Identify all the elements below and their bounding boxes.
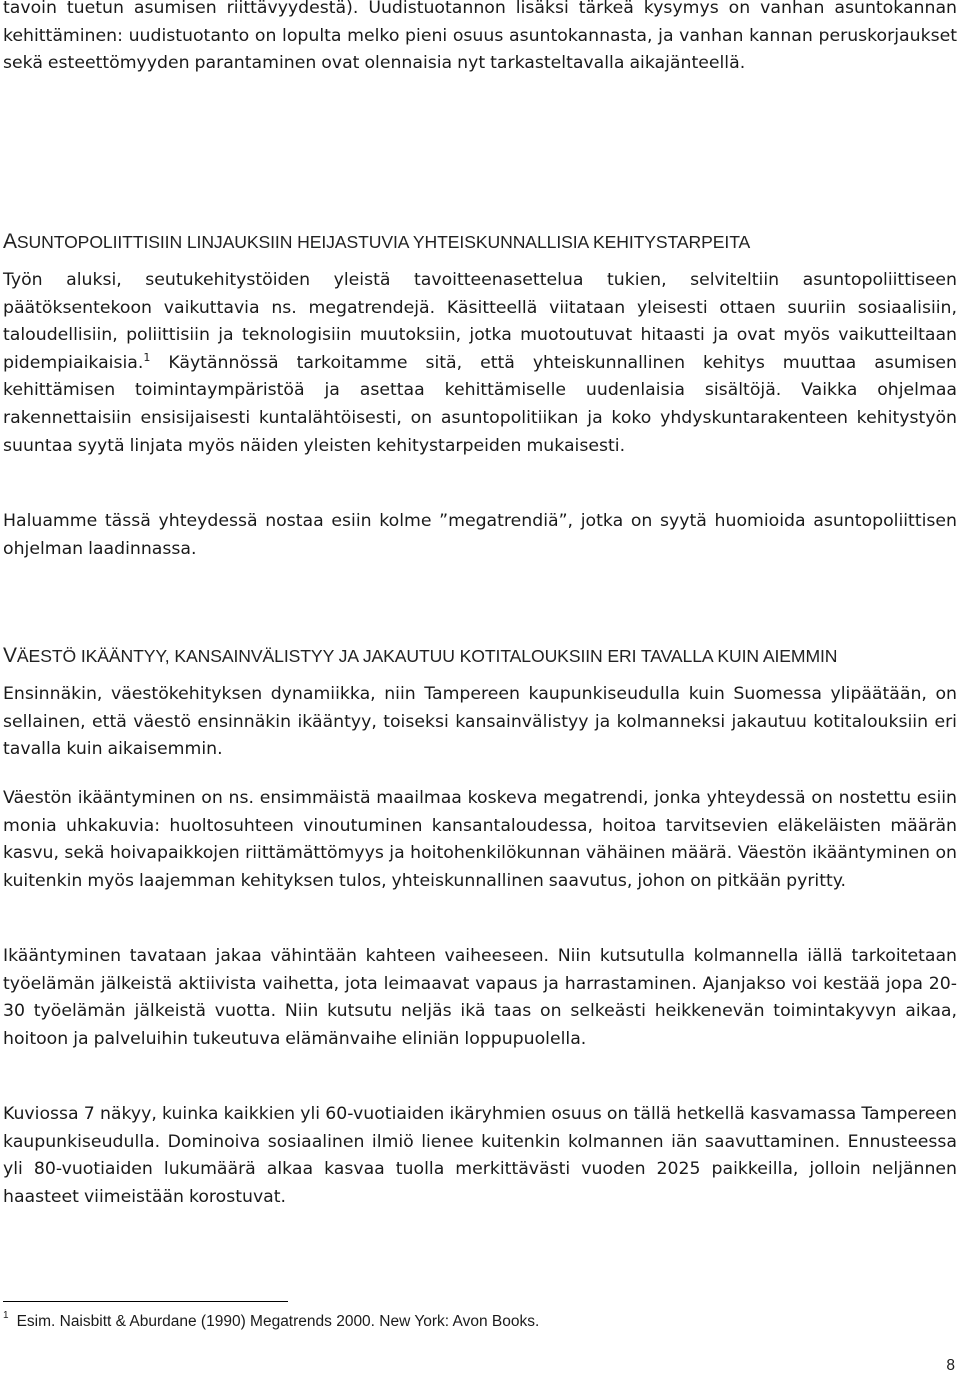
footnote-separator <box>3 1301 288 1302</box>
paragraph-text: Työn aluksi, seutukehitystöiden yleistä tavoitteenasettelua tukien, selviteltiin asuntopoliittiseen päätöksentekoon vaikuttavia ns. megatrendejä. Käsitteellä viitataan yleisesti ottaen suuriin sosiaalisiin, taloudellisiin, poliittisiin ja teknologisiin muutoksiin, jotka muotoutuvat hitaasti ja ovat myös vaikutteiltaan pidempiaikaisia. <box>3 270 957 373</box>
footnote-reference: 1 <box>143 350 151 364</box>
megatrends-paragraph-1 <box>3 267 957 460</box>
intro-paragraph: tavoin tuetun asumisen riittävyydestä). Uudistuotannon lisäksi tärkeä kysymys on vanhan asuntokannan kehittäminen: uudistuotanto on lopulta melko pieni osuus asuntokannasta, ja vanhan kannan peruskorjaukset sekä esteettömyyden parantaminen ovat olennaisia nyt tarkasteltavalla aikajänteellä. <box>3 0 957 74</box>
page-number: 8 <box>946 1357 955 1374</box>
megatrends-paragraph-2: Haluamme tässä yhteydessä nostaa esiin kolme ”megatrendiä”, jotka on syytä huomioida asuntopoliittisen ohjelman laadinnassa. <box>3 511 957 559</box>
heading-text: SUNTOPOLIITTISIIN LINJAUKSIIN HEIJASTUVIA YHTEISKUNNALLISIA KEHITYSTARPEITA <box>16 232 751 252</box>
population-paragraph-1: Ensinnäkin, väestökehityksen dynamiikka, niin Tampereen kaupunkiseudulla kuin Suomessa ylipäätään, on sellainen, että väestö ensinnäkin ikääntyy, toiseksi kansainvälistyy ja kolmanneksi jakautuu kotitalouksiin eri tavalla kuin aikaisemmin. <box>3 684 957 760</box>
heading-initial: A <box>3 230 17 253</box>
population-paragraph-4: Kuviossa 7 näkyy, kuinka kaikkien yli 60-vuotiaiden ikäryhmien osuus on tällä hetkellä kasvamassa Tampereen kaupunkiseudulla. Dominoiva sosiaalinen ilmiö lienee kuitenkin kolmannen iän saavuttaminen. Ennusteessa yli 80-vuotiaiden lukumäärä alkaa kasvaa tuolla merkittävästi vuoden 2025 paikkeilla, jolloin neljännen haasteet viimeistään korostuvat. <box>3 1104 957 1207</box>
heading-text: ÄESTÖ IKÄÄNTYY, KANSAINVÄLISTYY JA JAKAUTUU KOTITALOUKSIIN ERI TAVALLA KUIN AIEMMIN <box>16 646 838 666</box>
paragraph-text: Käytännössä tarkoitamme sitä, että yhteiskunnallinen kehitys muuttaa asumisen kehittämisen toimintaympäristöä ja asettaa kehittämiselle uudenlaisia sisältöjä. Vaikka ohjelmaa rakennettaisiin ensisijaisesti kuntalähtöisesti, on asuntopolitiikan ja koko yhdyskuntarakenteen kehitystyön suuntaa syytä linjata myös näiden yleisten kehitystarpeiden mukaisesti. <box>3 352 957 456</box>
footnote <box>3 1310 539 1334</box>
heading-initial: V <box>3 644 17 667</box>
population-paragraph-3: Ikääntyminen tavataan jakaa vähintään kahteen vaiheeseen. Niin kutsutulla kolmannella iällä tarkoitetaan työelämän jälkeistä aktiivista vaihetta, jota leimaavat vapaus ja harrastaminen. Ajanjakso voi kestää jopa 20-30 työelämän jälkeistä vuotta. Niin kutsutu neljäs ikä taas on selkeästi heikkenevän toimintakyvyn aikaa, hoitoon ja palveluihin tukeutuva elämänvaihe eliniän loppupuolella. <box>3 946 957 1049</box>
population-paragraph-2: Väestön ikääntyminen on ns. ensimmäistä maailmaa koskeva megatrendi, jonka yhteydessä on nostettu esiin monia uhkakuvia: huoltosuhteen vinoutuminen kansantaloudessa, hoitoa tarvitsevien eläkeläisten määrän kasvu, sekä hoivapaikkojen riittämättömyys ja hoitohenkilökunnan vähäinen määrä. Väestön ikääntyminen on kuitenkin myös laajemman kehityksen tulos, yhteiskunnallinen saavutus, johon on pitkään pyritty. <box>3 788 957 891</box>
section-heading-megatrends <box>3 228 750 256</box>
footnote-text: Esim. Naisbitt & Aburdane (1990) Megatrends 2000. New York: Avon Books. <box>16 1313 540 1330</box>
section-heading-population <box>3 642 837 670</box>
footnote-number: 1 <box>3 1310 9 1321</box>
